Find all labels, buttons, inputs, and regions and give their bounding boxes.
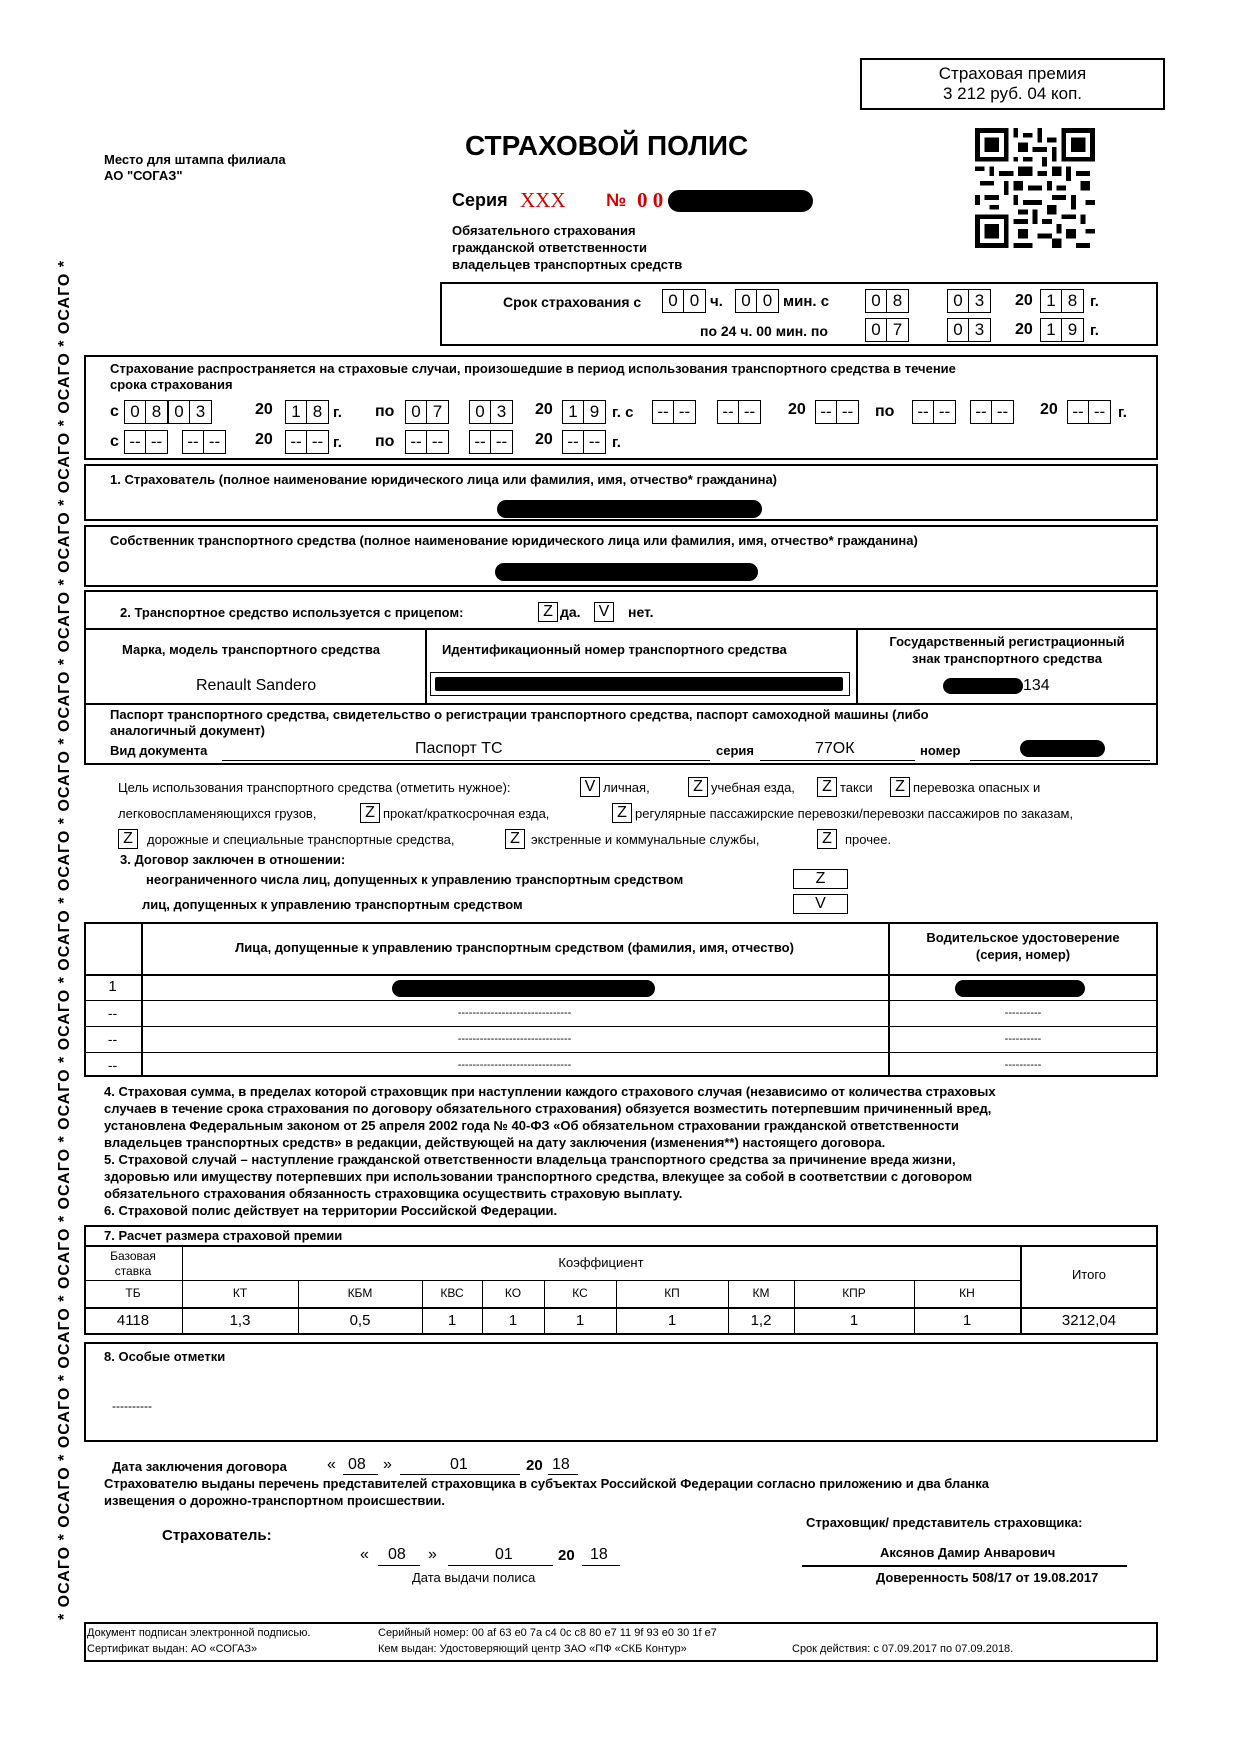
trailer-no-checkbox[interactable]: V xyxy=(594,602,614,622)
contract-limited-checkbox[interactable]: V xyxy=(793,894,848,914)
special-notes-value: ---------- xyxy=(112,1399,152,1413)
holder-signature-label: Страхователь: xyxy=(162,1527,272,1544)
purpose-emergency-checkbox[interactable]: Z xyxy=(505,829,525,849)
vin-value-box xyxy=(430,672,850,696)
conclusion-month-line xyxy=(400,1474,520,1475)
term-to-day: 0 7 xyxy=(865,318,909,342)
calc-header-7: КМ xyxy=(752,1286,770,1300)
page-title: СТРАХОВОЙ ПОЛИС xyxy=(465,130,749,161)
period1-c: с xyxy=(110,403,119,420)
premium-label: Страховая премия xyxy=(938,64,1087,83)
subtitle-line1: Обязательного страхования xyxy=(452,223,636,238)
calc-header-8: КПР xyxy=(842,1286,866,1300)
driver-row-2-license: ---------- xyxy=(1004,1007,1042,1019)
term-from-label: Срок страхования с xyxy=(503,294,642,310)
conclusion-note-1: Страхователю выданы перечень представителей страховщика в субъектах Российской Федерации согласно приложению и два бланка xyxy=(104,1476,990,1491)
period3-to-date: -- -- xyxy=(405,430,449,454)
conclusion-label: Дата заключения договора xyxy=(112,1459,287,1474)
calc-value-3: 1 xyxy=(447,1312,457,1329)
purpose-dangerous-checkbox[interactable]: Z xyxy=(890,777,910,797)
special-notes-box xyxy=(84,1342,1158,1442)
sidebar-osago-text: * ОСАГО * ОСАГО * ОСАГО * ОСАГО * ОСАГО * ОСАГО * ОСАГО * ОСАГО * ОСАГО * ОСАГО * ОСАГО * ОСАГО * ОСАГО * ОСАГО * ОСАГО * ОСАГО * ОСАГО * xyxy=(56,259,73,1620)
period1-g: г. xyxy=(333,404,342,421)
period1-to-date: 0 7 xyxy=(405,400,449,424)
calc-value-6: 1 xyxy=(667,1312,677,1329)
calc-header-6: КП xyxy=(664,1286,680,1300)
driver-row-2-number: -- xyxy=(107,1005,118,1021)
insurer-proxy: Доверенность 508/17 от 19.08.2017 xyxy=(876,1570,1099,1585)
purpose-road-label: дорожные и специальные транспортные средства, xyxy=(147,832,455,847)
series-value: XXX xyxy=(520,188,566,212)
period2-from-year: -- -- xyxy=(815,400,859,424)
stamp-place-line2: АО "СОГАЗ" xyxy=(104,168,183,183)
calc-value-0: 4118 xyxy=(116,1312,150,1329)
document-number-label: номер xyxy=(920,743,961,758)
conclusion-month: 01 xyxy=(450,1456,468,1473)
drivers-header-divider xyxy=(84,974,1158,976)
conclusion-year-prefix: 20 xyxy=(526,1457,543,1474)
drivers-col-license-2: (серия, номер) xyxy=(975,947,1071,962)
term-to-year: 1 9 xyxy=(1040,318,1084,342)
driver-row-3-number: -- xyxy=(107,1031,118,1047)
document-series-label: серия xyxy=(716,743,754,758)
purpose-rental-checkbox[interactable]: Z xyxy=(360,803,380,823)
contract-unlimited-label: неограниченного числа лиц, допущенных к управлению транспортным средством xyxy=(146,872,684,887)
term-from-year: 1 8 xyxy=(1040,289,1084,313)
term-from-month: 0 3 xyxy=(947,289,991,313)
usage-period-text2: срока страхования xyxy=(110,377,233,392)
esign-serial: Серийный номер: 00 af 63 e0 7a c4 0c c8 80 e7 11 9f 93 e0 30 1f e7 xyxy=(378,1627,717,1639)
period2-g: г. xyxy=(1118,404,1127,421)
document-number-line xyxy=(970,760,1150,761)
document-series-line xyxy=(760,760,915,761)
driver-row-1-license-redaction xyxy=(955,980,1085,997)
period2-to-date: -- -- xyxy=(912,400,956,424)
period3-from-month: -- -- xyxy=(182,430,226,454)
calc-header-3: КВС xyxy=(440,1286,464,1300)
insurer-label: Страховщик/ представитель страховщика: xyxy=(806,1515,1083,1530)
term-h-label: ч. xyxy=(710,293,723,310)
purpose-other-label: прочее. xyxy=(845,832,892,847)
number-redaction xyxy=(668,190,813,212)
clause-4-line-4: владельцев транспортных средств» в редакции, действующей на дату заключения (изменения**) настоящего договора. xyxy=(104,1135,886,1150)
calc-divider-headers xyxy=(84,1280,182,1281)
drivers-col-license-1: Водительское удостоверение xyxy=(926,930,1120,945)
conclusion-day: 08 xyxy=(348,1456,366,1473)
premium-value: 3 212 руб. 04 коп. xyxy=(942,84,1083,103)
calc-coef-label: Коэффициент xyxy=(558,1255,644,1270)
term-from-day: 0 8 xyxy=(865,289,909,313)
issue-month: 01 xyxy=(495,1546,513,1563)
calc-value-4: 1 xyxy=(508,1312,518,1329)
calc-divider-coef xyxy=(182,1280,1020,1281)
calc-header-9: КН xyxy=(959,1286,975,1300)
issue-year-line xyxy=(582,1565,620,1566)
term-to-g: г. xyxy=(1090,322,1099,339)
trailer-no-label: нет. xyxy=(628,604,654,620)
issue-day: 08 xyxy=(388,1546,406,1563)
period1-20: 20 xyxy=(255,401,273,418)
issue-rq: » xyxy=(428,1546,437,1563)
calc-value-1: 1,3 xyxy=(229,1312,251,1329)
clause-5-line-2: здоровью или имуществу потерпевших при использовании транспортного средства, влекущее за собой в соответствии с договором xyxy=(104,1169,973,1184)
term-minutes: 0 0 xyxy=(735,289,779,313)
document-series-value: 77ОК xyxy=(815,740,855,757)
reg-value: 134 xyxy=(1023,677,1050,694)
period1-from-month: 0 3 xyxy=(168,400,212,424)
calc-total-label: Итого xyxy=(1071,1267,1107,1282)
term-to-label: по 24 ч. 00 мин. по xyxy=(700,323,828,339)
document-label-2: аналогичный документ) xyxy=(110,723,266,738)
conclusion-lq: « xyxy=(327,1456,336,1473)
drivers-row-divider-1 xyxy=(84,1000,1158,1001)
period2-to-20: 20 xyxy=(1040,401,1058,418)
drivers-row-divider-2 xyxy=(84,1026,1158,1027)
purpose-personal-label: личная, xyxy=(603,780,650,795)
period2-to-year: -- -- xyxy=(1067,400,1111,424)
document-kind-value: Паспорт ТС xyxy=(415,740,503,757)
purpose-dangerous-label: перевозка опасных и xyxy=(913,780,1041,795)
contract-label: 3. Договор заключен в отношении: xyxy=(120,852,346,867)
driver-row-4-license: ---------- xyxy=(1004,1059,1042,1071)
contract-unlimited-checkbox[interactable]: Z xyxy=(793,869,848,889)
conclusion-year: 18 xyxy=(552,1456,570,1473)
trailer-yes-label: да. xyxy=(560,604,581,620)
conclusion-note-2: извещения о дорожно-транспортном происшествии. xyxy=(104,1493,445,1508)
purpose-training-checkbox[interactable]: Z xyxy=(688,777,708,797)
calc-header-5: КС xyxy=(572,1286,588,1300)
period3-to-year: -- -- xyxy=(562,430,606,454)
driver-row-1-name-redaction xyxy=(392,980,655,997)
purpose-other-checkbox[interactable]: Z xyxy=(817,829,837,849)
esign-line-1: Документ подписан электронной подписью. xyxy=(87,1627,311,1639)
term-hours: 0 0 xyxy=(662,289,706,313)
policyholder-label: 1. Страхователь (полное наименование юридического лица или фамилия, имя, отчество* гражданина) xyxy=(110,472,778,487)
driver-row-3-license: ---------- xyxy=(1004,1033,1042,1045)
purpose-regular-label: регулярные пассажирские перевозки/перевозки пассажиров по заказам, xyxy=(635,806,1074,821)
insurer-line xyxy=(802,1565,1127,1567)
stamp-place-line1: Место для штампа филиала xyxy=(104,152,286,167)
drivers-col-name: Лица, допущенные к управлению транспортным средством (фамилия, имя, отчество) xyxy=(235,940,794,955)
purpose-personal-checkbox[interactable]: V xyxy=(580,777,600,797)
owner-redaction xyxy=(495,563,758,581)
purpose-regular-checkbox[interactable]: Z xyxy=(612,803,632,823)
clause-5-line-1: 5. Страховой случай – наступление гражданской ответственности владельца транспортного средства за причинение вреда жизни, xyxy=(104,1152,956,1167)
purpose-label: Цель использования транспортного средства (отметить нужное): xyxy=(118,780,511,795)
calc-value-8: 1 xyxy=(849,1312,859,1329)
vin-label: Идентификационный номер транспортного средства xyxy=(442,642,787,657)
term-from-g: г. xyxy=(1090,293,1099,310)
document-number-redaction xyxy=(1020,740,1105,757)
calc-value-5: 1 xyxy=(575,1312,585,1329)
period3-c: с xyxy=(110,433,119,450)
clause-5-line-3: обязательного страхования обязанность страховщика осуществить страховую выплату. xyxy=(104,1186,683,1201)
contract-limited-label: лиц, допущенных к управлению транспортным средством xyxy=(142,897,523,912)
reg-label-2: знак транспортного средства xyxy=(912,651,1102,666)
period2-20: 20 xyxy=(788,401,806,418)
document-label-1: Паспорт транспортного средства, свидетельство о регистрации транспортного средства, паспорт самоходной машины (либо xyxy=(110,707,929,722)
period3-to-20: 20 xyxy=(535,431,553,448)
make-value: Renault Sandero xyxy=(196,677,317,694)
clause-4-line-2: случаев в течение срока страхования по договору обязательного страхования) обязуется возместить потерпевшим причиненный вред, xyxy=(104,1101,992,1116)
period2-to-month: -- -- xyxy=(970,400,1014,424)
series-label: Серия xyxy=(452,190,508,210)
clause-4-line-1: 4. Страховая сумма, в пределах которой страховщик при наступлении каждого страхового случая (независимо от количества страховых xyxy=(104,1084,996,1099)
period1-from-year: 1 8 xyxy=(285,400,329,424)
number-label: № xyxy=(606,190,627,210)
issue-label: Дата выдачи полиса xyxy=(412,1570,536,1585)
calc-title: 7. Расчет размера страховой премии xyxy=(104,1228,343,1243)
drivers-row-divider-3 xyxy=(84,1052,1158,1053)
issue-day-line xyxy=(378,1565,420,1566)
period2-c: г. с xyxy=(612,404,634,421)
premium-box xyxy=(860,58,1165,110)
purpose-rental-label: прокат/краткосрочная езда, xyxy=(383,806,550,821)
issue-month-line xyxy=(448,1565,553,1566)
make-label: Марка, модель транспортного средства xyxy=(122,642,380,657)
driver-row-2-name: ------------------------------- xyxy=(457,1007,572,1019)
owner-label: Собственник транспортного средства (полное наименование юридического лица или фамилия, имя, отчество* гражданина) xyxy=(110,533,918,548)
reg-label-1: Государственный регистрационный xyxy=(889,634,1125,649)
calc-header-2: КБМ xyxy=(347,1286,373,1300)
period1-po: по xyxy=(375,403,395,420)
term-to-month: 0 3 xyxy=(947,318,991,342)
period1-to-20: 20 xyxy=(535,401,553,418)
period3-from-year: -- -- xyxy=(285,430,329,454)
calc-header-4: КО xyxy=(504,1286,522,1300)
term-min-label: мин. с xyxy=(783,293,830,310)
calc-value-9: 1 xyxy=(962,1312,972,1329)
conclusion-year-line xyxy=(548,1474,578,1475)
purpose-taxi-checkbox[interactable]: Z xyxy=(817,777,837,797)
usage-period-text1: Страхование распространяется на страховые случаи, произошедшие в период использования транспортного средства в течение xyxy=(110,361,956,376)
period2-po: по xyxy=(875,403,895,420)
driver-row-1-number: 1 xyxy=(108,978,117,995)
document-kind-line xyxy=(222,760,710,761)
driver-row-4-number: -- xyxy=(107,1057,118,1073)
period2-from-date: -- -- xyxy=(652,400,696,424)
period3-to-g: г. xyxy=(612,434,621,451)
policyholder-redaction xyxy=(497,500,762,518)
period2-from-month: -- -- xyxy=(717,400,761,424)
driver-row-3-name: ------------------------------- xyxy=(457,1033,572,1045)
calc-divider-top xyxy=(84,1245,1158,1247)
esign-validity: Срок действия: с 07.09.2017 по 07.09.2018. xyxy=(792,1643,1014,1655)
period3-g: г. xyxy=(333,434,342,451)
purpose-training-label: учебная езда, xyxy=(711,780,795,795)
calc-value-2: 0,5 xyxy=(349,1312,371,1329)
esign-line-2: Сертификат выдан: АО «СОГАЗ» xyxy=(87,1643,258,1655)
number-value: 0 0 xyxy=(637,188,664,212)
calc-total-value: 3212,04 xyxy=(1061,1312,1117,1329)
subtitle-line3: владельцев транспортных средств xyxy=(452,257,683,272)
calc-base-1: Базовая xyxy=(110,1249,156,1263)
subtitle-line2: гражданской ответственности xyxy=(452,240,648,255)
period1-from-date: 0 8 xyxy=(124,400,168,424)
insurer-name: Аксянов Дамир Анварович xyxy=(880,1545,1056,1560)
term-to-year-prefix: 20 xyxy=(1015,321,1033,338)
issue-year: 18 xyxy=(590,1546,608,1563)
document-kind-label: Вид документа xyxy=(110,743,208,758)
calc-value-7: 1,2 xyxy=(750,1312,772,1329)
purpose-dangerous-label-2: легковоспламеняющихся грузов, xyxy=(118,806,317,821)
trailer-label: 2. Транспортное средство используется с прицепом: xyxy=(120,605,464,620)
calc-header-0: ТБ xyxy=(125,1286,141,1300)
trailer-yes-checkbox[interactable]: Z xyxy=(538,602,558,622)
qr-code-icon xyxy=(975,128,1095,248)
period3-20: 20 xyxy=(255,431,273,448)
calc-header-1: КТ xyxy=(232,1286,248,1300)
period3-po: по xyxy=(375,433,395,450)
term-from-year-prefix: 20 xyxy=(1015,292,1033,309)
period3-to-month: -- -- xyxy=(469,430,513,454)
clause-6: 6. Страховой полис действует на территории Российской Федерации. xyxy=(104,1203,558,1218)
driver-row-4-name: ------------------------------- xyxy=(457,1059,572,1071)
esign-issuer: Кем выдан: Удостоверяющий центр ЗАО «ПФ «СКБ Контур» xyxy=(378,1643,687,1655)
purpose-road-checkbox[interactable]: Z xyxy=(118,829,138,849)
calc-divider-values xyxy=(84,1307,1158,1309)
issue-lq: « xyxy=(360,1546,369,1563)
clause-4-line-3: установлена Федеральным законом от 25 апреля 2002 года № 40-ФЗ «Об обязательном страховании гражданской ответственности xyxy=(104,1118,959,1133)
issue-year-prefix: 20 xyxy=(558,1547,575,1564)
vehicle-divider-1 xyxy=(425,628,427,705)
conclusion-day-line xyxy=(343,1474,378,1475)
special-notes-title: 8. Особые отметки xyxy=(104,1349,226,1364)
purpose-taxi-label: такси xyxy=(840,780,873,795)
purpose-emergency-label: экстренные и коммунальные службы, xyxy=(531,832,760,847)
reg-redaction xyxy=(943,678,1023,694)
period1-to-year: 1 9 xyxy=(562,400,606,424)
vin-redaction xyxy=(435,677,843,691)
period3-from-date: -- -- xyxy=(124,430,168,454)
period1-to-month: 0 3 xyxy=(469,400,513,424)
calc-base-2: ставка xyxy=(114,1264,152,1278)
conclusion-rq: » xyxy=(383,1456,392,1473)
